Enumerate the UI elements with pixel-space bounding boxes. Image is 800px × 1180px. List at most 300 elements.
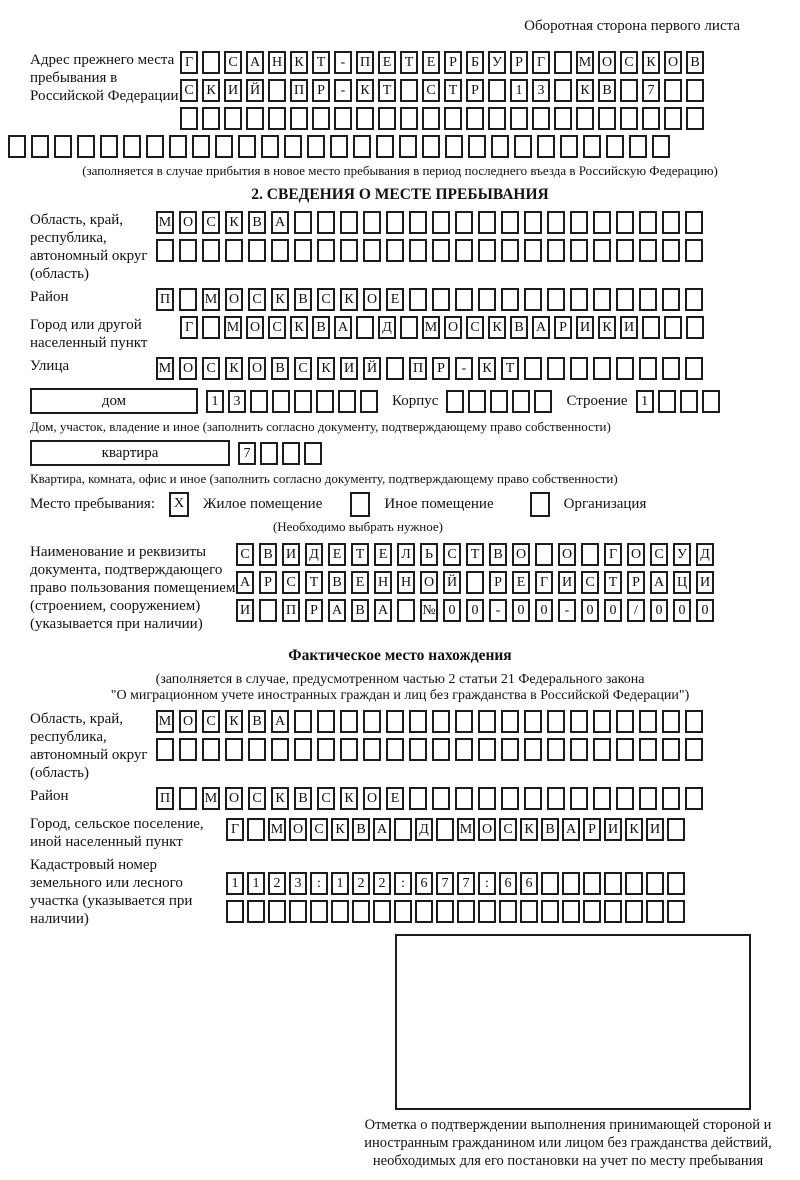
char-box: [616, 288, 634, 311]
prev-address-label: Адрес прежнего места пребывания в Российской Федерации: [30, 52, 179, 104]
char-box: [310, 900, 328, 923]
char-box: [294, 211, 312, 234]
char-box: [662, 357, 680, 380]
char-box: [639, 288, 657, 311]
char-box: [604, 900, 622, 923]
char-box: И: [576, 316, 594, 339]
char-box: И: [620, 316, 638, 339]
char-box: 0: [696, 599, 714, 622]
char-box: И: [604, 818, 622, 841]
char-box: Р: [312, 79, 330, 102]
char-box: О: [512, 543, 530, 566]
char-box: Й: [363, 357, 381, 380]
prev-address-block: [30, 51, 792, 130]
char-box: [331, 900, 349, 923]
street-label: Улица: [30, 358, 70, 374]
char-box: Н: [268, 51, 286, 74]
char-box: Е: [422, 51, 440, 74]
char-box: А: [374, 599, 392, 622]
char-box: [409, 710, 427, 733]
char-box: [547, 239, 565, 262]
char-box: У: [673, 543, 691, 566]
char-box: 7: [642, 79, 660, 102]
char-box: [547, 738, 565, 761]
char-box: Г: [180, 51, 198, 74]
char-box: [317, 239, 335, 262]
char-box-row: [156, 787, 703, 810]
char-box: [667, 818, 685, 841]
char-box: [583, 872, 601, 895]
char-box: [576, 107, 594, 130]
char-box: [616, 787, 634, 810]
char-box: [304, 442, 322, 465]
char-box: [499, 900, 517, 923]
char-box: Е: [374, 543, 392, 566]
char-box: [400, 316, 418, 339]
char-box: С: [317, 288, 335, 311]
region-block: [30, 211, 792, 283]
char-box: [478, 900, 496, 923]
char-box: [593, 211, 611, 234]
char-box: А: [532, 316, 550, 339]
char-box: [512, 390, 530, 413]
char-box: [652, 135, 670, 158]
char-box: [570, 738, 588, 761]
char-box: П: [156, 787, 174, 810]
char-box: [289, 900, 307, 923]
region-label: Область, край, республика, автономный округ (область): [30, 212, 148, 282]
char-box: [8, 135, 26, 158]
char-box: [646, 900, 664, 923]
char-box: А: [650, 571, 668, 594]
char-box: [31, 135, 49, 158]
char-box: [436, 818, 454, 841]
char-box: [432, 211, 450, 234]
char-box: Г: [180, 316, 198, 339]
char-box: О: [363, 787, 381, 810]
char-box: Е: [386, 288, 404, 311]
char-box: [409, 738, 427, 761]
char-box: [259, 599, 277, 622]
char-box: Г: [532, 51, 550, 74]
char-box: [156, 239, 174, 262]
char-box: В: [294, 787, 312, 810]
char-box: Ц: [673, 571, 691, 594]
char-box-row: [636, 390, 720, 413]
char-box: [616, 738, 634, 761]
char-box-row: [156, 288, 703, 311]
char-box: [247, 900, 265, 923]
char-box: [616, 357, 634, 380]
char-box: [593, 787, 611, 810]
char-box: Р: [489, 571, 507, 594]
char-box: -: [334, 79, 352, 102]
char-box: К: [225, 710, 243, 733]
char-box: [376, 135, 394, 158]
char-box: И: [282, 543, 300, 566]
char-box: Т: [305, 571, 323, 594]
char-box: Г: [604, 543, 622, 566]
char-box: [664, 79, 682, 102]
char-box: О: [420, 571, 438, 594]
char-box: Р: [305, 599, 323, 622]
char-box: [593, 710, 611, 733]
char-box: [560, 135, 578, 158]
char-box-row: [180, 107, 704, 130]
apartment-row: [30, 440, 792, 466]
char-box: :: [310, 872, 328, 895]
char-box: [394, 900, 412, 923]
document-label: Наименование и реквизиты документа, подтверждающего право пользования помещением (строением, сооружением) (указывается при наличии): [30, 544, 236, 632]
char-box: [192, 135, 210, 158]
char-box: [290, 107, 308, 130]
char-box: 6: [520, 872, 538, 895]
char-box: [620, 107, 638, 130]
char-box: С: [466, 316, 484, 339]
char-box: 1: [206, 390, 224, 413]
char-box: Г: [226, 818, 244, 841]
char-box: А: [562, 818, 580, 841]
char-box: В: [248, 710, 266, 733]
char-box: [488, 79, 506, 102]
char-box: О: [598, 51, 616, 74]
char-box: [386, 738, 404, 761]
char-box: [261, 135, 279, 158]
char-box: [598, 107, 616, 130]
char-box: О: [664, 51, 682, 74]
char-box: [156, 738, 174, 761]
char-box: [510, 107, 528, 130]
char-box: [445, 135, 463, 158]
char-box: С: [294, 357, 312, 380]
char-box: О: [558, 543, 576, 566]
char-box: М: [268, 818, 286, 841]
char-box: Д: [378, 316, 396, 339]
char-box: [294, 239, 312, 262]
stay-type-option-other: Иное помещение: [384, 496, 494, 512]
char-box: [570, 357, 588, 380]
char-box: Т: [444, 79, 462, 102]
char-box: [363, 211, 381, 234]
char-box: В: [259, 543, 277, 566]
char-box: [360, 390, 378, 413]
char-box: 7: [238, 442, 256, 465]
char-box: [340, 738, 358, 761]
char-box: [685, 787, 703, 810]
char-box: 1: [636, 390, 654, 413]
char-box: Й: [443, 571, 461, 594]
char-box: К: [290, 51, 308, 74]
char-box: [282, 442, 300, 465]
char-box: К: [317, 357, 335, 380]
char-box: В: [541, 818, 559, 841]
char-box: [352, 900, 370, 923]
char-box: [554, 79, 572, 102]
char-box: К: [625, 818, 643, 841]
char-box: К: [290, 316, 308, 339]
char-box: [247, 818, 265, 841]
char-box: [248, 239, 266, 262]
char-box: [340, 211, 358, 234]
char-box: [547, 211, 565, 234]
char-box: [541, 872, 559, 895]
char-box: [535, 543, 553, 566]
char-box: [202, 239, 220, 262]
char-box: [179, 288, 197, 311]
char-box: К: [356, 79, 374, 102]
char-box: [593, 288, 611, 311]
char-box: [455, 787, 473, 810]
stay-type-checkbox-residential: X: [169, 492, 189, 517]
char-box: К: [520, 818, 538, 841]
char-box-row: [238, 442, 322, 465]
char-box: С: [224, 51, 242, 74]
char-box: [491, 135, 509, 158]
char-box: [639, 357, 657, 380]
char-box: [400, 107, 418, 130]
char-box: [202, 107, 220, 130]
char-box: 2: [373, 872, 391, 895]
char-box: Т: [501, 357, 519, 380]
char-box: [294, 390, 312, 413]
char-box: П: [156, 288, 174, 311]
char-box-row: [180, 79, 704, 102]
char-box: [570, 787, 588, 810]
char-box: [268, 79, 286, 102]
char-box: [316, 390, 334, 413]
char-box: [455, 239, 473, 262]
char-box: [179, 738, 197, 761]
char-box: Б: [466, 51, 484, 74]
char-box: [490, 390, 508, 413]
char-box: Е: [378, 51, 396, 74]
char-box: [478, 787, 496, 810]
char-box: [520, 900, 538, 923]
char-box: [317, 211, 335, 234]
char-box: К: [598, 316, 616, 339]
char-box: [226, 900, 244, 923]
char-box: 0: [581, 599, 599, 622]
char-box: [685, 211, 703, 234]
char-box: [353, 135, 371, 158]
char-box: [488, 107, 506, 130]
char-box: [685, 710, 703, 733]
char-box: О: [289, 818, 307, 841]
char-box: В: [312, 316, 330, 339]
char-box: [294, 738, 312, 761]
char-box: [468, 390, 486, 413]
char-box: [238, 135, 256, 158]
char-box: [466, 571, 484, 594]
char-box: [399, 135, 417, 158]
street-block: [30, 357, 792, 380]
char-box: Л: [397, 543, 415, 566]
char-box: [629, 135, 647, 158]
char-box: [524, 239, 542, 262]
char-box-row: [236, 543, 714, 566]
char-box-row: [236, 571, 714, 594]
char-box: 1: [247, 872, 265, 895]
char-box: [432, 239, 450, 262]
char-box: [179, 239, 197, 262]
char-box: [397, 599, 415, 622]
char-box: [271, 239, 289, 262]
char-box: [317, 710, 335, 733]
char-box: К: [202, 79, 220, 102]
prev-address-note: (заполняется в случае прибытия в новое место пребывания в период последнего въезда в Российскую Федерацию): [82, 163, 718, 178]
char-box: К: [271, 288, 289, 311]
char-box: [639, 738, 657, 761]
char-box: [260, 442, 278, 465]
char-box: И: [224, 79, 242, 102]
char-box: 3: [228, 390, 246, 413]
char-box: [312, 107, 330, 130]
char-box: М: [156, 357, 174, 380]
char-box: В: [328, 571, 346, 594]
char-box-row: [156, 357, 703, 380]
char-box: В: [294, 288, 312, 311]
char-box: [215, 135, 233, 158]
char-box: [642, 107, 660, 130]
char-box: [685, 288, 703, 311]
char-box: [524, 738, 542, 761]
char-box: /: [627, 599, 645, 622]
char-box: [54, 135, 72, 158]
char-box: 0: [673, 599, 691, 622]
stay-type-row: [30, 492, 792, 517]
char-box: [662, 787, 680, 810]
char-box: [662, 710, 680, 733]
char-box: И: [236, 599, 254, 622]
char-box: А: [373, 818, 391, 841]
char-box: Е: [386, 787, 404, 810]
char-box: [225, 239, 243, 262]
char-box: 6: [415, 872, 433, 895]
char-box: [446, 390, 464, 413]
char-box: С: [248, 787, 266, 810]
actual-district-block: [30, 787, 792, 810]
char-box: [268, 900, 286, 923]
char-box: К: [340, 288, 358, 311]
char-box: А: [328, 599, 346, 622]
char-box: М: [224, 316, 242, 339]
char-box: К: [340, 787, 358, 810]
char-box: В: [686, 51, 704, 74]
char-box-row: [180, 316, 704, 339]
char-box: [625, 900, 643, 923]
stroenie-label: Строение: [566, 392, 628, 409]
char-box: [662, 211, 680, 234]
char-box: В: [352, 818, 370, 841]
char-box: [593, 357, 611, 380]
char-box: И: [696, 571, 714, 594]
char-box: [179, 787, 197, 810]
char-box: В: [351, 599, 369, 622]
char-box: С: [236, 543, 254, 566]
char-box: С: [268, 316, 286, 339]
cadastral-block: [30, 856, 792, 928]
char-box: Й: [246, 79, 264, 102]
char-box-row: [156, 710, 703, 733]
stay-type-label: Место пребывания:: [30, 496, 155, 512]
district-block: [30, 288, 792, 311]
char-box: [202, 51, 220, 74]
char-box: Н: [397, 571, 415, 594]
char-box: [100, 135, 118, 158]
char-box: [478, 738, 496, 761]
char-box: Д: [415, 818, 433, 841]
char-box: :: [478, 872, 496, 895]
actual-location-note1: (заполняется в случае, предусмотренном частью 2 статьи 21 Федерального закона: [155, 672, 645, 687]
char-box: [604, 872, 622, 895]
char-box: [501, 239, 519, 262]
char-box: 0: [466, 599, 484, 622]
header-note: Оборотная сторона первого листа: [524, 18, 740, 34]
char-box: [317, 738, 335, 761]
confirmation-note: Отметка о подтверждении выполнения принимающей стороной и иностранным гражданином или лицом без гражданства действий, необходимых для его постановки на учет по месту пребывания: [364, 1117, 772, 1170]
char-box: 2: [352, 872, 370, 895]
char-box: [123, 135, 141, 158]
city-label: Город или другой населенный пункт: [30, 317, 148, 351]
char-box: Г: [535, 571, 553, 594]
cadastral-label: Кадастровый номер земельного или лесного участка (указывается при наличии): [30, 857, 193, 927]
char-box: К: [488, 316, 506, 339]
document-block: [30, 543, 792, 633]
char-box: [432, 710, 450, 733]
char-box: 3: [532, 79, 550, 102]
char-box: [478, 710, 496, 733]
char-box: Р: [510, 51, 528, 74]
char-box: С: [499, 818, 517, 841]
char-box: В: [248, 211, 266, 234]
char-box: :: [394, 872, 412, 895]
char-box-row: [156, 211, 703, 234]
char-box: [570, 211, 588, 234]
char-box: В: [598, 79, 616, 102]
char-box: [547, 288, 565, 311]
char-box: А: [271, 710, 289, 733]
char-box: 6: [499, 872, 517, 895]
char-box: П: [282, 599, 300, 622]
char-box: О: [248, 357, 266, 380]
char-box: [373, 900, 391, 923]
char-box: Р: [554, 316, 572, 339]
char-box: О: [627, 543, 645, 566]
char-box: М: [156, 211, 174, 234]
char-box: [378, 107, 396, 130]
char-box: [685, 738, 703, 761]
char-box: Т: [604, 571, 622, 594]
char-box: М: [202, 288, 220, 311]
char-box: Т: [400, 51, 418, 74]
char-box: [501, 288, 519, 311]
char-box: К: [331, 818, 349, 841]
char-box: А: [271, 211, 289, 234]
char-box: 7: [436, 872, 454, 895]
char-box: [457, 900, 475, 923]
char-box: П: [290, 79, 308, 102]
char-box: [363, 239, 381, 262]
char-box: И: [558, 571, 576, 594]
apartment-note: Квартира, комната, офис и иное (заполнить согласно документу, подтверждающему право собственности): [30, 471, 618, 486]
char-box: Р: [627, 571, 645, 594]
char-box: А: [236, 571, 254, 594]
char-box: П: [356, 51, 374, 74]
char-box: С: [180, 79, 198, 102]
char-box: [620, 79, 638, 102]
actual-region-label: Область, край, республика, автономный округ (область): [30, 711, 148, 781]
section2-title: 2. СВЕДЕНИЯ О МЕСТЕ ПРЕБЫВАНИЯ: [251, 186, 549, 203]
